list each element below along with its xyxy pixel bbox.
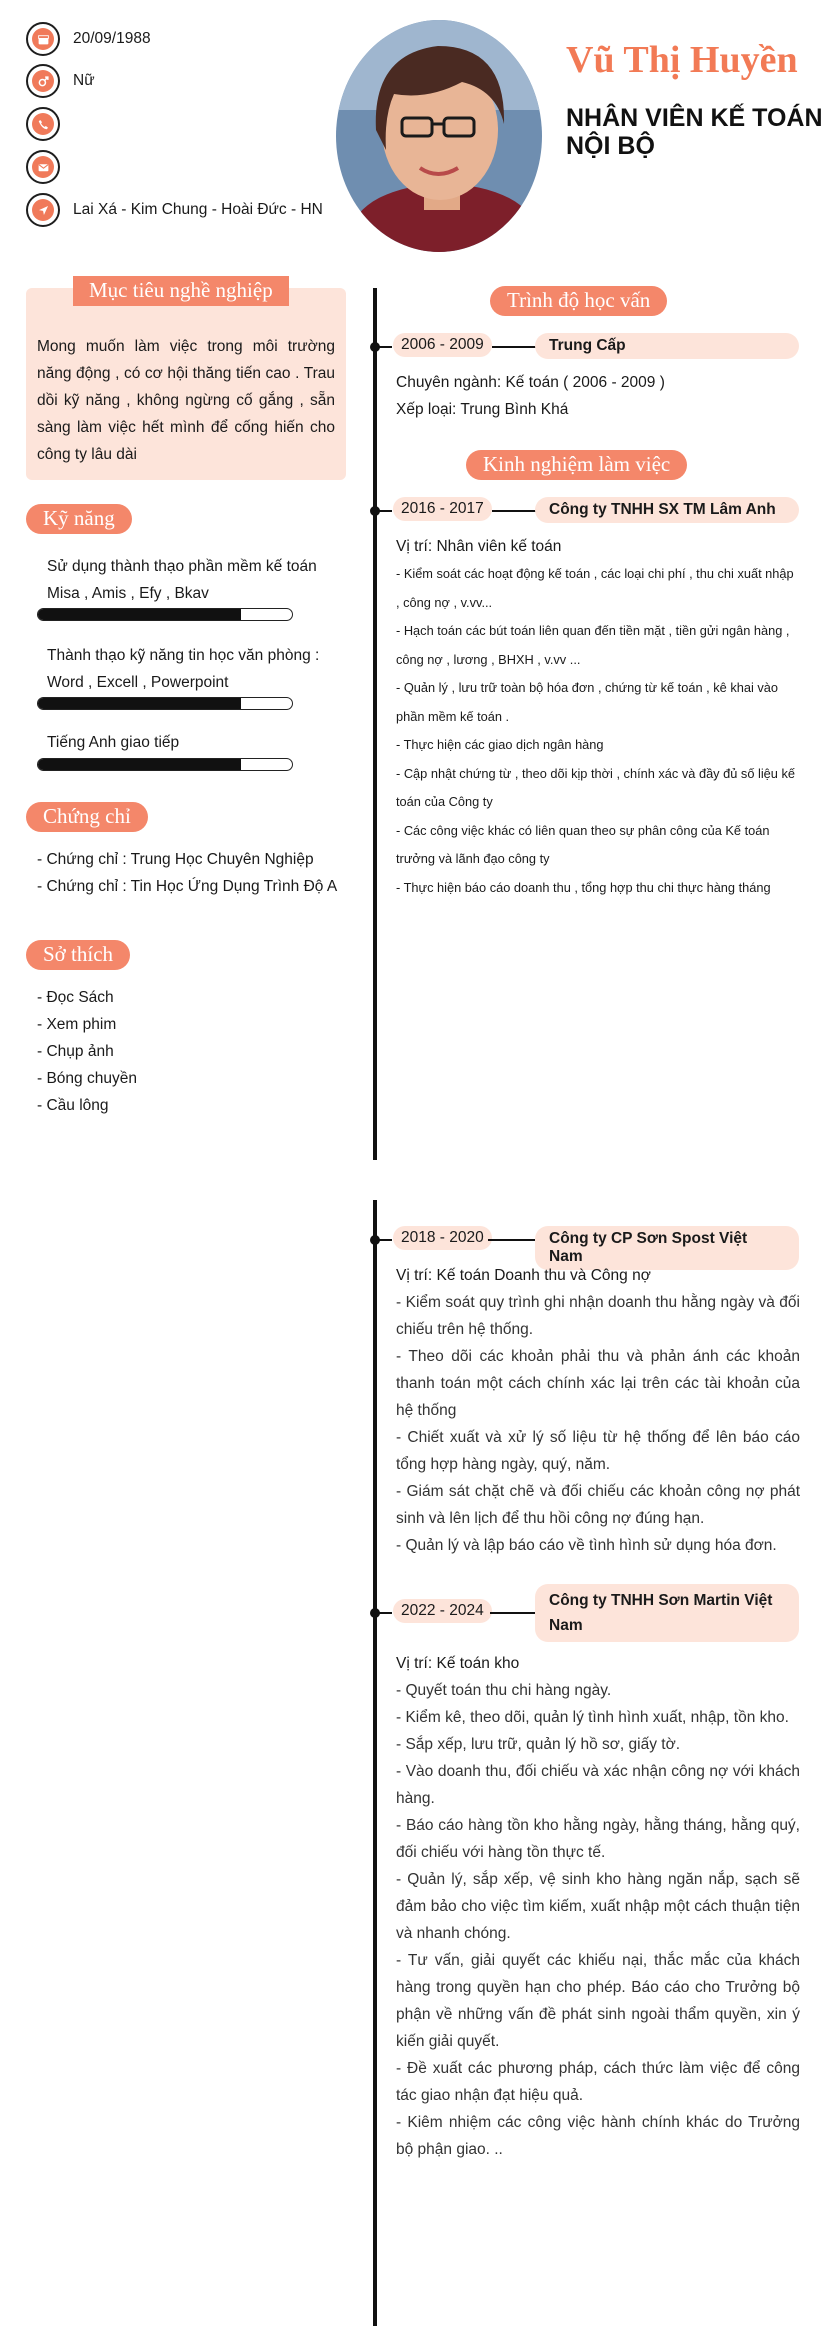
job-duty: - Cập nhật chứng từ , theo dõi kịp thời , chính xác và đầy đủ số liệu kế toán của Công ty: [396, 765, 795, 809]
skill-bar: [37, 697, 293, 710]
address-text: Lai Xá - Kim Chung - Hoài Đức - HN: [73, 201, 323, 218]
list-item: - Chụp ảnh: [37, 1043, 114, 1060]
skills-heading: Kỹ năng: [26, 504, 132, 534]
job-timeline-row: [370, 1225, 800, 1265]
portrait-avatar-icon: [336, 20, 542, 252]
education-grade: Xếp loại: Trung Bình Khá: [396, 401, 569, 418]
job-duty: - Theo dõi các khoản phải thu và phản ánh các khoản thanh toán một cách chính xác lại trên các tài khoản của hệ thống: [396, 1348, 800, 1419]
job-duty: - Quản lý, sắp xếp, vệ sinh kho hàng ngăn nắp, sạch sẽ đảm bảo cho việc tìm kiếm, xuất nhập một cách thuận tiện và nhanh chóng.: [396, 1871, 800, 1942]
skill-bar: [37, 608, 293, 621]
job-title: NHÂN VIÊN KẾ TOÁN NỘI BỘ: [566, 104, 823, 160]
contact-address: [26, 193, 343, 227]
job-position: Vị trí: Kế toán kho: [396, 1655, 520, 1672]
contact-email: [26, 150, 343, 184]
birthdate-text: 20/09/1988: [73, 30, 151, 47]
job-duty: - Quản lý , lưu trữ toàn bộ hóa đơn , chứng từ kế toán , kê khai vào phần mềm kế toán .: [396, 680, 778, 724]
gender-text: Nữ: [73, 72, 95, 89]
job-duty: - Thực hiện báo cáo doanh thu , tổng hợp thu chi thực hàng tháng: [396, 879, 771, 895]
education-level: Trung Cấp: [535, 333, 799, 359]
candidate-name: Vũ Thị Huyền: [566, 39, 798, 81]
skill-item: Tiếng Anh giao tiếp: [47, 734, 180, 751]
education-date: 2006 - 2009: [393, 333, 492, 357]
job-position: Vị trí: Kế toán Doanh thu và Công nợ: [396, 1267, 651, 1284]
job-duty: - Chiết xuất và xử lý số liệu từ hệ thống để lên báo cáo tổng hợp hàng ngày, quý, năm.: [396, 1429, 800, 1473]
job-duty: - Hạch toán các bút toán liên quan đến tiền mặt , tiền gửi ngân hàng , công nợ , lương , BHXH , v.vv ...: [396, 623, 790, 667]
job-date: 2022 - 2024: [393, 1599, 492, 1623]
phone-icon: [26, 107, 60, 141]
job-duty: - Báo cáo hàng tồn kho hằng ngày, hằng tháng, hằng quý, đối chiếu với hàng tồn thực tế.: [396, 1817, 800, 1861]
list-item: - Bóng chuyền: [37, 1070, 137, 1087]
objective-heading: Mục tiêu nghề nghiệp: [73, 276, 289, 306]
gender-icon: [26, 64, 60, 98]
job-date: 2018 - 2020: [393, 1226, 492, 1250]
job-details: [396, 533, 800, 902]
job-duty: - Kiểm soát các hoạt động kế toán , các loại chi phí , thu chi xuất nhập , công nợ , v.vv...: [396, 566, 794, 610]
job-duty: - Kiểm soát quy trình ghi nhận doanh thu hằng ngày và đối chiếu trên hệ thống.: [396, 1294, 800, 1338]
contact-phone: [26, 107, 343, 141]
timeline-connector: [378, 1239, 392, 1241]
timeline-connector: [378, 510, 392, 512]
certificates-list: [37, 846, 337, 900]
job-timeline-row: [370, 1592, 800, 1634]
education-details: [396, 369, 800, 423]
job-duty: - Sắp xếp, lưu trữ, quản lý hồ sơ, giấy tờ.: [396, 1736, 681, 1753]
job-duty: - Quyết toán thu chi hàng ngày.: [396, 1682, 612, 1699]
job-duty: - Giám sát chặt chẽ và đối chiếu các khoản công nợ phát sinh và lên lịch để thu hồi công nợ đúng hạn.: [396, 1483, 800, 1527]
hobbies-list: [37, 984, 137, 1119]
email-text: [73, 150, 343, 153]
job-duty: - Đề xuất các phương pháp, cách thức làm việc để công tác giao nhận đạt hiệu quả.: [396, 2060, 800, 2104]
phone-text: [73, 107, 343, 110]
skill-item: Thành thạo kỹ năng tin học văn phòng : Word , Excell , Powerpoint: [47, 647, 320, 691]
location-icon: [26, 193, 60, 227]
job-duty: - Vào doanh thu, đối chiếu và xác nhận công nợ với khách hàng.: [396, 1763, 800, 1807]
job-date: 2016 - 2017: [393, 497, 492, 521]
skill-bar-fill: [38, 698, 241, 709]
calendar-icon: [26, 22, 60, 56]
list-item: - Chứng chỉ : Tin Học Ứng Dụng Trình Độ A: [37, 878, 338, 895]
job-duty: - Kiểm kê, theo dõi, quản lý tình hình xuất, nhập, tồn kho.: [396, 1709, 789, 1726]
job-details: [396, 1262, 800, 1559]
list-item: - Chứng chỉ : Trung Học Chuyên Nghiệp: [37, 851, 314, 868]
education-timeline-row: [370, 332, 800, 360]
job-timeline-row: [370, 496, 800, 524]
list-item: - Xem phim: [37, 1016, 117, 1033]
job-duty: - Thực hiện các giao dịch ngân hàng: [396, 737, 604, 752]
job-duty: - Quản lý và lập báo cáo về tình hình sử dụng hóa đơn.: [396, 1537, 777, 1554]
timeline-connector: [488, 1239, 542, 1241]
job-details: [396, 1650, 800, 2163]
job-company: Công ty TNHH Sơn Martin Việt Nam: [535, 1584, 799, 1642]
job-duty: - Kiêm nhiệm các công việc hành chính khác do Trưởng bộ phận giao. ..: [396, 2114, 800, 2158]
hobbies-heading: Sở thích: [26, 940, 130, 970]
contact-gender: [26, 64, 343, 98]
list-item: - Đọc Sách: [37, 989, 114, 1006]
email-icon: [26, 150, 60, 184]
skill-item: Sử dụng thành thạo phần mềm kế toán Misa , Amis , Efy , Bkav: [47, 558, 317, 602]
profile-photo: [336, 20, 542, 252]
certificates-heading: Chứng chỉ: [26, 802, 148, 832]
education-major: Chuyên ngành: Kế toán ( 2006 - 2009 ): [396, 374, 665, 391]
job-company: Công ty TNHH SX TM Lâm Anh: [535, 497, 799, 523]
contact-birthdate: [26, 22, 343, 56]
objective-text: Mong muốn làm việc trong môi trường năng động , có cơ hội thăng tiến cao . Trau dồi kỹ năng , không ngừng cố gắng , sẵn sàng làm việc hết mình để cống hiến cho công ty lâu dài: [37, 338, 335, 463]
education-heading: Trình độ học vấn: [490, 286, 667, 316]
experience-heading: Kinh nghiệm làm việc: [466, 450, 687, 480]
list-item: - Cầu lông: [37, 1097, 109, 1114]
skill-bar-fill: [38, 609, 241, 620]
skill-bar-fill: [38, 759, 241, 770]
job-company: Công ty CP Sơn Spost Việt Nam: [535, 1226, 799, 1270]
job-duty: - Các công việc khác có liên quan theo sự phân công của Kế toán trưởng và lãnh đạo công ty: [396, 822, 770, 866]
timeline-connector: [378, 346, 392, 348]
job-duty: - Tư vấn, giải quyết các khiếu nại, thắc mắc của khách hàng trong quyền hạn cho phép. Báo cáo cho Trưởng bộ phận về những vấn đề phát sinh ngoài thẩm quyền, xin ý kiến giải quyết.: [396, 1952, 800, 2050]
timeline-connector: [378, 1612, 392, 1614]
timeline-line-upper: [373, 288, 377, 1160]
timeline-line-lower: [373, 1200, 377, 2326]
job-position: Vị trí: Nhân viên kế toán: [396, 538, 562, 555]
skill-bar: [37, 758, 293, 771]
